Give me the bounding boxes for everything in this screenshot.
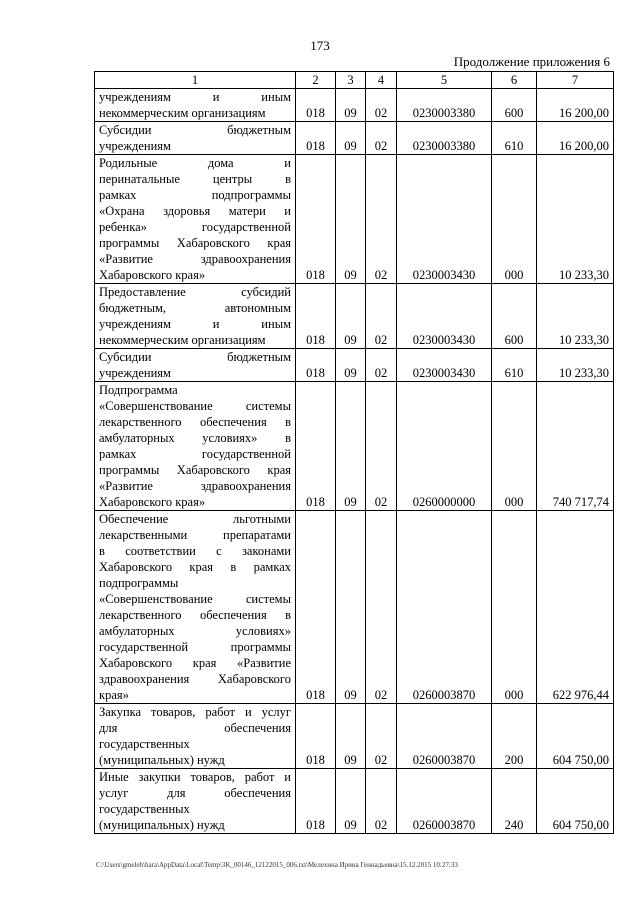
row-name-line: «Развитие здравоохранения	[99, 252, 291, 266]
column-header: 7	[537, 72, 614, 89]
table-header-row	[95, 72, 614, 89]
target-article-code: 0260003870	[397, 704, 492, 769]
target-article-code: 0260003870	[397, 511, 492, 704]
column-header: 1	[95, 72, 296, 89]
amount-value: 10 233,30	[537, 349, 614, 382]
row-name	[95, 382, 296, 511]
row-name-line: некоммерческим организациям	[99, 106, 266, 120]
section-code: 09	[336, 769, 366, 834]
row-name-line: учреждениям	[99, 366, 171, 380]
amount-value: 740 717,74	[537, 382, 614, 511]
row-name-line: учреждениям	[99, 139, 171, 153]
expense-type-code: 000	[492, 155, 537, 284]
row-name-line: бюджетным, автономным	[99, 301, 291, 315]
chapter-code: 018	[296, 89, 336, 122]
row-name-line: государственных	[99, 737, 190, 751]
row-name-line: программы Хабаровского края	[99, 463, 291, 477]
row-name-line: Подпрограмма	[99, 383, 178, 397]
row-name-line: «Охрана здоровья матери и	[99, 204, 291, 218]
chapter-code: 018	[296, 284, 336, 349]
section-code: 09	[336, 349, 366, 382]
row-name-line: рамках государственной	[99, 447, 291, 461]
table-row	[95, 122, 614, 155]
row-name-line: здравоохранения Хабаровского	[99, 672, 291, 686]
table-row	[95, 511, 614, 704]
page-number: 173	[310, 38, 330, 53]
expense-type-code: 600	[492, 89, 537, 122]
expense-type-code: 000	[492, 382, 537, 511]
table-row	[95, 155, 614, 284]
expense-type-code: 240	[492, 769, 537, 834]
target-article-code: 0230003380	[397, 122, 492, 155]
row-name-line: амбулаторных условиях» в	[99, 431, 291, 445]
column-header: 4	[366, 72, 397, 89]
row-name-line: Хабаровского края»	[99, 495, 206, 509]
table-row	[95, 382, 614, 511]
amount-value: 16 200,00	[537, 89, 614, 122]
target-article-code: 0230003430	[397, 155, 492, 284]
subsection-code: 02	[366, 155, 397, 284]
row-name-line: Хабаровского края «Развитие	[99, 656, 291, 670]
row-name-line: рамках подпрограммы	[99, 188, 291, 202]
expense-type-code: 000	[492, 511, 537, 704]
row-name	[95, 284, 296, 349]
row-name-line: Закупка товаров, работ и услуг	[99, 705, 291, 719]
row-name-line: государственных	[99, 802, 190, 816]
continuation-label: Продолжение приложения 6	[453, 54, 610, 69]
subsection-code: 02	[366, 284, 397, 349]
row-name-line: Родильные дома и	[99, 156, 291, 170]
amount-value: 622 976,44	[537, 511, 614, 704]
amount-value: 604 750,00	[537, 769, 614, 834]
target-article-code: 0230003380	[397, 89, 492, 122]
section-code: 09	[336, 511, 366, 704]
chapter-code: 018	[296, 155, 336, 284]
row-name-line: услуг для обеспечения	[99, 786, 291, 800]
subsection-code: 02	[366, 769, 397, 834]
row-name	[95, 89, 296, 122]
row-name-line: государственной программы	[99, 640, 291, 654]
expense-type-code: 200	[492, 704, 537, 769]
section-code: 09	[336, 122, 366, 155]
row-name-line: амбулаторных условиях»	[99, 624, 291, 638]
section-code: 09	[336, 382, 366, 511]
row-name-line: «Совершенствование системы	[99, 399, 291, 413]
chapter-code: 018	[296, 769, 336, 834]
target-article-code: 0230003430	[397, 349, 492, 382]
expense-type-code: 610	[492, 122, 537, 155]
amount-value: 10 233,30	[537, 284, 614, 349]
subsection-code: 02	[366, 349, 397, 382]
target-article-code: 0260000000	[397, 382, 492, 511]
row-name-line: в соответствии с законами	[99, 544, 291, 558]
row-name-line: учреждениям и иным	[99, 317, 291, 331]
row-name-line: Обеспечение льготными	[99, 512, 291, 526]
row-name-line: лекарственного обеспечения в	[99, 608, 291, 622]
row-name	[95, 349, 296, 382]
row-name-line: Предоставление субсидий	[99, 285, 291, 299]
row-name-line: «Развитие здравоохранения	[99, 479, 291, 493]
chapter-code: 018	[296, 704, 336, 769]
row-name-line: лекарственного обеспечения в	[99, 415, 291, 429]
row-name-line: Хабаровского края»	[99, 268, 206, 282]
column-header: 6	[492, 72, 537, 89]
subsection-code: 02	[366, 89, 397, 122]
chapter-code: 018	[296, 349, 336, 382]
file-path-footer: C:\Users\gmeleh\hara\AppData\Local\Temp\3K_00146_12122015_006.txt\Мелехина Ирина Геннадьевна\15.12.2015 10:27:33	[96, 861, 458, 869]
subsection-code: 02	[366, 704, 397, 769]
amount-value: 604 750,00	[537, 704, 614, 769]
subsection-code: 02	[366, 122, 397, 155]
table-row	[95, 89, 614, 122]
expense-type-code: 600	[492, 284, 537, 349]
chapter-code: 018	[296, 122, 336, 155]
table-row	[95, 769, 614, 834]
row-name-line: Субсидии бюджетным	[99, 350, 291, 364]
amount-value: 10 233,30	[537, 155, 614, 284]
section-code: 09	[336, 284, 366, 349]
expense-type-code: 610	[492, 349, 537, 382]
table-row	[95, 349, 614, 382]
row-name-line: ребенка» государственной	[99, 220, 291, 234]
row-name	[95, 511, 296, 704]
target-article-code: 0230003430	[397, 284, 492, 349]
section-code: 09	[336, 89, 366, 122]
column-header: 2	[296, 72, 336, 89]
row-name-line: некоммерческим организациям	[99, 333, 266, 347]
row-name-line: учреждениям и иным	[99, 90, 291, 104]
target-article-code: 0260003870	[397, 769, 492, 834]
row-name-line: (муниципальных) нужд	[99, 753, 225, 767]
amount-value: 16 200,00	[537, 122, 614, 155]
table-row	[95, 704, 614, 769]
subsection-code: 02	[366, 511, 397, 704]
row-name-line: программы Хабаровского края	[99, 236, 291, 250]
row-name	[95, 769, 296, 834]
row-name	[95, 122, 296, 155]
row-name-line: Субсидии бюджетным	[99, 123, 291, 137]
section-code: 09	[336, 155, 366, 284]
column-header: 5	[397, 72, 492, 89]
row-name-line: края»	[99, 688, 129, 702]
row-name-line: «Совершенствование системы	[99, 592, 291, 606]
chapter-code: 018	[296, 382, 336, 511]
row-name-line: (муниципальных) нужд	[99, 818, 225, 832]
section-code: 09	[336, 704, 366, 769]
column-header: 3	[336, 72, 366, 89]
row-name-line: Иные закупки товаров, работ и	[99, 770, 291, 784]
row-name-line: подпрограммы	[99, 576, 179, 590]
row-name-line: перинатальные центры в	[99, 172, 291, 186]
row-name	[95, 704, 296, 769]
subsection-code: 02	[366, 382, 397, 511]
table-row	[95, 284, 614, 349]
budget-table	[94, 71, 614, 834]
row-name	[95, 155, 296, 284]
row-name-line: Хабаровского края в рамках	[99, 560, 291, 574]
row-name-line: для обеспечения	[99, 721, 291, 735]
chapter-code: 018	[296, 511, 336, 704]
row-name-line: лекарственными препаратами	[99, 528, 291, 542]
